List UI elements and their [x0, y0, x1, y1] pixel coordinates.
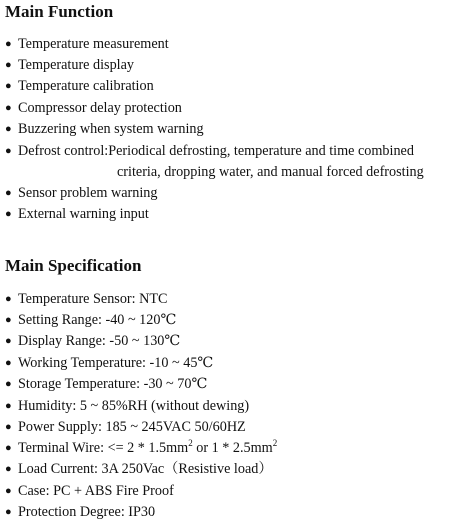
- bullet: ●: [5, 314, 12, 326]
- list-item: [5, 142, 466, 160]
- list-item: [5, 56, 466, 74]
- bullet: ●: [5, 378, 12, 390]
- bullet: ●: [5, 59, 12, 71]
- terminal-wire-item: [5, 439, 466, 457]
- list-item: [5, 503, 466, 521]
- list-item-text: Compressor delay protection: [18, 100, 182, 116]
- list-item-text: Temperature display: [18, 57, 135, 73]
- list-item-text: External warning input: [18, 206, 149, 222]
- list-item: [5, 332, 466, 350]
- list-item: [5, 375, 466, 393]
- terminal-wire-text: or 1 * 2.5mm: [192, 440, 273, 456]
- list-item: [5, 120, 466, 138]
- main-function-heading: Main Function: [5, 2, 114, 21]
- list-item: [5, 77, 466, 95]
- list-item-text: Setting Range: -40 ~ 120℃: [18, 312, 177, 328]
- list-item: [5, 99, 466, 117]
- list-item-text: Temperature measurement: [18, 36, 169, 52]
- bullet: ●: [5, 102, 12, 114]
- list-item-text: Defrost control:Periodical defrosting, temperature and time combined: [18, 143, 414, 159]
- list-item: [5, 354, 466, 372]
- list-item-text: Working Temperature: -10 ~ 45℃: [18, 355, 214, 371]
- list-item: [5, 397, 466, 415]
- list-item: [5, 205, 466, 223]
- superscript: 2: [272, 438, 278, 448]
- bullet: ●: [5, 80, 12, 92]
- list-item-text: Load Current: 3A 250Vac（Resistive load）: [18, 461, 273, 477]
- bullet: ●: [5, 335, 12, 347]
- list-item-text: Humidity: 5 ~ 85%RH (without dewing): [18, 398, 250, 414]
- list-item-text: Storage Temperature: -30 ~ 70℃: [18, 376, 208, 392]
- terminal-wire-text: Terminal Wire: <= 2 * 1.5mm: [18, 440, 189, 456]
- list-item-text: Power Supply: 185 ~ 245VAC 50/60HZ: [18, 419, 246, 435]
- list-item: [5, 418, 466, 436]
- defrost-continuation: criteria, dropping water, and manual forced defrosting: [117, 164, 424, 180]
- main-specification-heading: Main Specification: [5, 256, 142, 275]
- bullet: ●: [5, 463, 12, 475]
- bullet: ●: [5, 145, 12, 157]
- bullet: ●: [5, 187, 12, 199]
- list-item: [5, 184, 466, 202]
- list-item-text: Buzzering when system warning: [18, 121, 204, 137]
- list-item-text: Case: PC + ABS Fire Proof: [18, 483, 174, 499]
- bullet: ●: [5, 506, 12, 518]
- list-item-text: Protection Degree: IP30: [18, 504, 156, 520]
- bullet: ●: [5, 485, 12, 497]
- bullet: ●: [5, 123, 12, 135]
- bullet: ●: [5, 38, 12, 50]
- list-item: [5, 460, 466, 478]
- bullet: ●: [5, 357, 12, 369]
- list-item: [5, 35, 466, 53]
- superscript: 2: [188, 438, 193, 448]
- bullet: ●: [5, 442, 12, 454]
- list-item-text: Sensor problem warning: [18, 185, 158, 201]
- bullet: ●: [5, 208, 12, 220]
- list-item-text: Display Range: -50 ~ 130℃: [18, 333, 181, 349]
- list-item: [5, 482, 466, 500]
- list-item-text: Temperature Sensor: NTC: [18, 291, 168, 307]
- list-item: [5, 311, 466, 329]
- bullet: ●: [5, 400, 12, 412]
- bullet: ●: [5, 293, 12, 305]
- list-item: [5, 290, 466, 308]
- bullet: ●: [5, 421, 12, 433]
- list-item-text: Temperature calibration: [18, 78, 154, 94]
